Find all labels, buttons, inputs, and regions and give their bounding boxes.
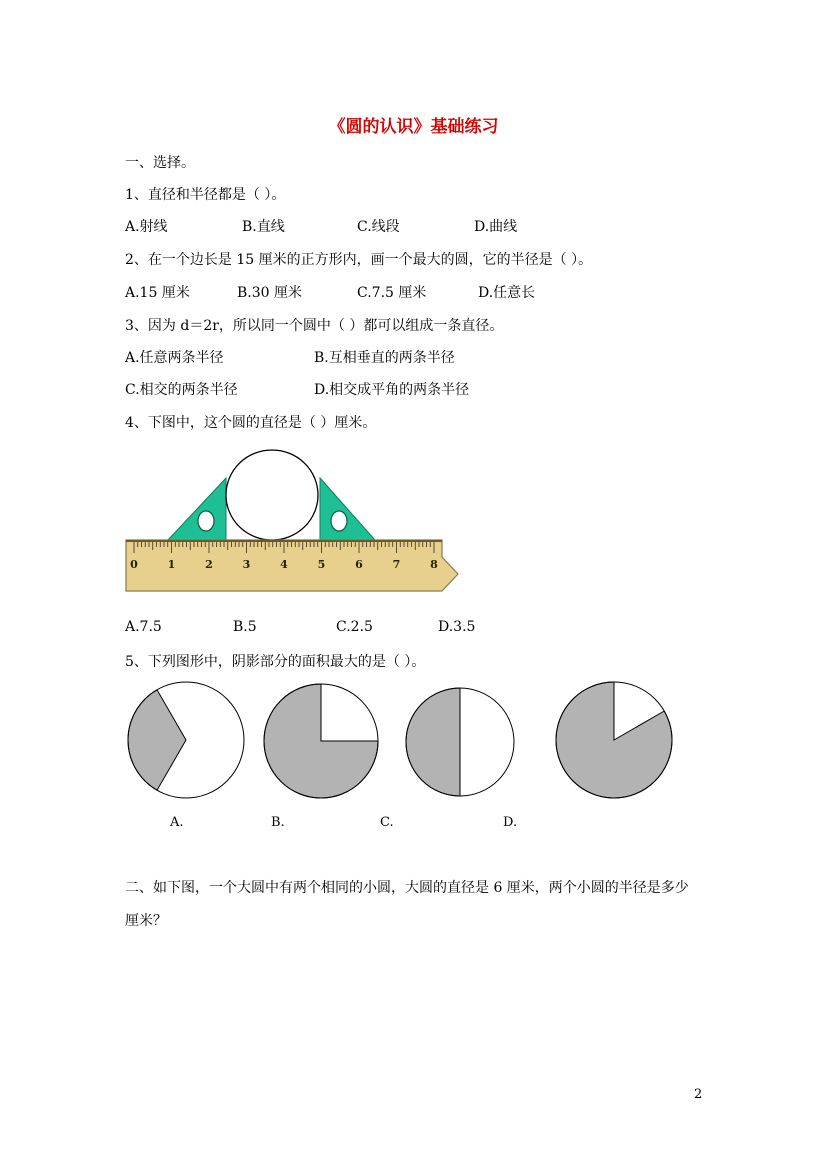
q1-option-b: B.直线 [242, 219, 285, 235]
right-triangle [320, 478, 375, 540]
ruler-number: 8 [430, 558, 438, 571]
pie-label-d: D. [503, 815, 518, 830]
q2-option-c: C.7.5 厘米 [357, 285, 427, 301]
q2-option-d: D.任意长 [478, 285, 536, 301]
ruler-number: 4 [280, 558, 288, 571]
pie-figures [120, 674, 680, 809]
q4-option-d: D.3.5 [438, 619, 476, 635]
ruler-number: 2 [205, 558, 213, 571]
q1-option-a: A.射线 [125, 219, 168, 235]
measured-circle [226, 450, 318, 540]
section-2-question-line2: 厘米？ [125, 913, 167, 929]
q3-option-b: B.互相垂直的两条半径 [314, 350, 455, 366]
question-1: 1、直径和半径都是（ ）。 [125, 187, 286, 203]
pie-c [406, 688, 514, 796]
ruler-circle-figure [120, 448, 465, 603]
left-triangle-hole [198, 511, 214, 531]
pie-label-b: B. [271, 815, 285, 830]
ruler-number: 5 [317, 558, 326, 571]
pie-shaded-sector [406, 688, 460, 796]
question-5: 5、下列图形中，阴影部分的面积最大的是（ ）。 [125, 654, 426, 670]
ruler-number: 1 [167, 558, 176, 571]
q1-option-c: C.线段 [357, 219, 400, 235]
pie-label-a: A. [170, 815, 184, 830]
q1-option-d: D.曲线 [474, 219, 518, 235]
q2-option-a: A.15 厘米 [125, 285, 190, 301]
pie-a [128, 682, 244, 798]
q2-option-b: B.30 厘米 [237, 285, 303, 301]
question-4: 4、下图中，这个圆的直径是（ ）厘米。 [125, 415, 377, 431]
question-3: 3、因为 d＝2r，所以同一个圆中（ ）都可以组成一条直径。 [125, 318, 504, 334]
left-triangle [168, 478, 226, 540]
q3-option-c: C.相交的两条半径 [125, 382, 238, 398]
q3-option-d: D.相交成平角的两条半径 [314, 382, 470, 398]
section-2-question-line1: 二、如下图，一个大圆中有两个相同的小圆，大圆的直径是 6 厘米，两个小圆的半径是多少 [125, 880, 689, 896]
question-2: 2、在一个边长是 15 厘米的正方形内，画一个最大的圆，它的半径是（ ）。 [125, 252, 593, 268]
pie-b [264, 684, 378, 798]
pie-label-c: C. [380, 815, 394, 830]
ruler-number: 6 [355, 558, 363, 571]
q3-option-a: A.任意两条半径 [125, 350, 224, 366]
ruler [126, 540, 458, 591]
page-title: 《圆的认识》基础练习 [328, 117, 499, 137]
q4-option-b: B.5 [233, 619, 257, 635]
q4-option-a: A.7.5 [125, 619, 162, 635]
pie-d [556, 682, 672, 798]
ruler-number: 0 [130, 558, 138, 571]
page-number: 2 [694, 1087, 703, 1102]
ruler-number: 3 [242, 558, 251, 571]
ruler-number: 7 [392, 558, 401, 571]
section-1-heading: 一、选择。 [125, 155, 195, 171]
right-triangle-hole [331, 511, 347, 531]
q4-option-c: C.2.5 [336, 619, 373, 635]
